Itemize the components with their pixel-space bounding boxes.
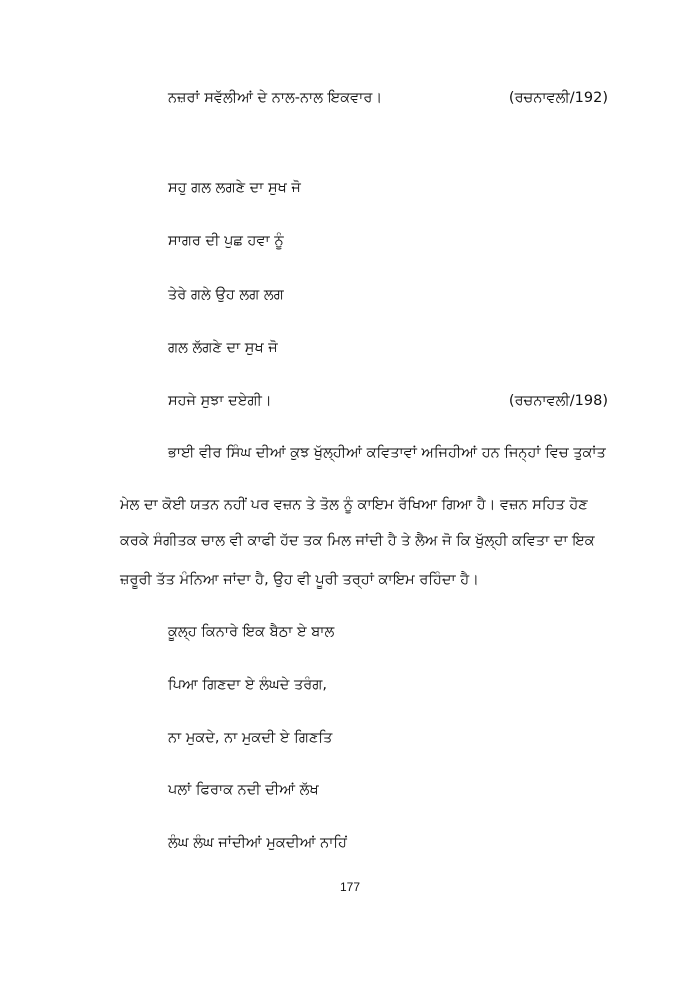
poem-line: ਸਹੁ ਗਲ ਲਗਣੇ ਦਾ ਸੁਖ ਜੋ: [168, 180, 301, 196]
poem-line: ਪਲਾਂ ਫਿਰਾਕ ਨਦੀ ਦੀਆਂ ਲੱਖ: [168, 782, 319, 798]
poem-line: ਪਿਆ ਗਿਣਦਾ ਏ ਲੰਘਦੇ ਤਰੰਗ,: [168, 677, 327, 693]
paragraph-line: ਜ਼ਰੂਰੀ ਤੱਤ ਮੰਨਿਆ ਜਾਂਦਾ ਹੈ, ਉਹ ਵੀ ਪੂਰੀ ਤਰ੍ਹਾਂ ਕਾਇਮ ਰਹਿੰਦਾ ਹੈ।: [120, 572, 479, 588]
poem-line: ਤੇਰੇ ਗਲੇ ਉਹ ਲਗ ਲਗ: [168, 287, 284, 303]
poem-line: ਸਾਗਰ ਦੀ ਪੁਛ ਹਵਾ ਨੂੰ: [168, 233, 284, 249]
paragraph-line: ਕਰਕੇ ਸੰਗੀਤਕ ਚਾਲ ਵੀ ਕਾਫੀ ਹੱਦ ਤਕ ਮਿਲ ਜਾਂਦੀ ਹੈ ਤੇ ਲੈਅ ਜੋ ਕਿ ਖੁੱਲ੍ਹੀ ਕਵਿਤਾ ਦਾ ਇਕ: [120, 533, 595, 549]
poem-line: ਨਜ਼ਰਾਂ ਸਵੱਲੀਆਂ ਦੇ ਨਾਲ-ਨਾਲ ਇਕਵਾਰ।: [168, 90, 383, 106]
page-number: 177: [339, 880, 361, 894]
poem-line: ਸਹਜੇ ਸੁਝਾ ਦਏਗੀ।: [168, 393, 272, 409]
poem-line: ਲੰਘ ਲੰਘ ਜਾਂਦੀਆਂ ਮੁਕਦੀਆਂ ਨਾਹਿਂ: [168, 835, 347, 851]
poem-line: ਨਾ ਮੁਕਦੇ, ਨਾ ਮੁਕਦੀ ਏ ਗਿਣਤਿ: [168, 730, 333, 746]
citation: (ਰਚਨਾਵਲੀ/198): [508, 393, 608, 409]
poem-line: ਗਲ ਲੱਗਣੇ ਦਾ ਸੁਖ ਜੋ: [168, 340, 278, 356]
paragraph-line: ਭਾਈ ਵੀਰ ਸਿੰਘ ਦੀਆਂ ਕੁਝ ਖੁੱਲ੍ਹੀਆਂ ਕਵਿਤਾਵਾਂ ਅਜਿਹੀਆਂ ਹਨ ਜਿਨ੍ਹਾਂ ਵਿਚ ਤੁਕਾਂਤ: [168, 445, 606, 461]
citation: (ਰਚਨਾਵਲੀ/192): [508, 90, 608, 106]
poem-line: ਕੂਲ੍ਹ ਕਿਨਾਰੇ ਇਕ ਬੈਠਾ ਏ ਬਾਲ: [168, 624, 335, 640]
paragraph-line: ਮੇਲ ਦਾ ਕੋਈ ਯਤਨ ਨਹੀਂ ਪਰ ਵਜ਼ਨ ਤੇ ਤੋਲ ਨੂੰ ਕਾਇਮ ਰੱਖਿਆ ਗਿਆ ਹੈ। ਵਜ਼ਨ ਸਹਿਤ ਹੋਣ: [120, 497, 588, 513]
